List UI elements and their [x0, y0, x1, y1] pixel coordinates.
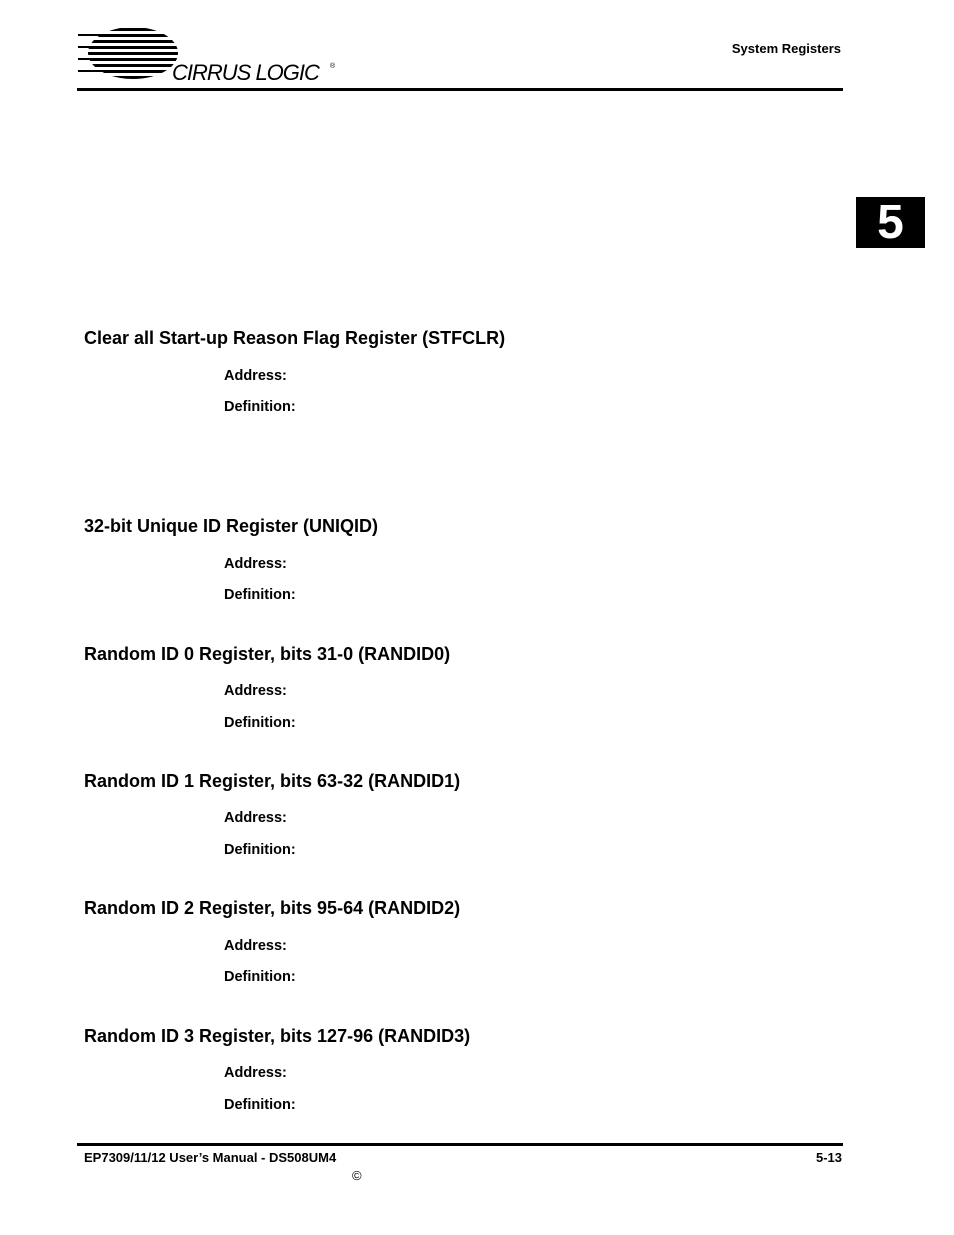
section-heading: Random ID 1 Register, bits 63-32 (RANDID1) — [84, 771, 461, 791]
footer-page-number: 5-13 — [815, 1150, 842, 1165]
section-heading: Clear all Start-up Reason Flag Register (STFCLR) — [84, 328, 506, 348]
cirrus-logic-logo — [78, 26, 348, 86]
definition-label: Definition: — [224, 969, 296, 985]
register-section-randid0 — [84, 643, 451, 731]
register-section-randid3 — [84, 1025, 471, 1113]
section-heading: 32-bit Unique ID Register (UNIQID) — [84, 516, 379, 536]
register-section-randid2 — [84, 897, 461, 985]
address-label: Address: — [224, 683, 287, 699]
header-section-title: System Registers — [731, 41, 841, 56]
section-heading: Random ID 0 Register, bits 31-0 (RANDID0) — [84, 644, 451, 664]
definition-label: Definition: — [224, 587, 296, 603]
footer-manual-title: EP7309/11/12 User’s Manual - DS508UM4 — [84, 1150, 337, 1165]
address-label: Address: — [224, 1065, 287, 1081]
definition-label: Definition: — [224, 715, 296, 731]
chapter-tab: 5 — [856, 197, 925, 248]
address-label: Address: — [224, 938, 287, 954]
register-section-uniqid — [84, 515, 379, 603]
address-label: Address: — [224, 368, 287, 384]
header-divider — [77, 88, 843, 91]
register-section-stfclr — [84, 327, 506, 415]
definition-label: Definition: — [224, 399, 296, 415]
svg-text:®: ® — [330, 63, 336, 70]
definition-label: Definition: — [224, 1097, 296, 1113]
address-label: Address: — [224, 810, 287, 826]
logo-wordmark: CIRRUS LOGIC — [172, 60, 319, 85]
section-heading: Random ID 2 Register, bits 95-64 (RANDID2) — [84, 898, 461, 918]
section-heading: Random ID 3 Register, bits 127-96 (RANDID3) — [84, 1026, 471, 1046]
register-section-randid1 — [84, 770, 461, 858]
footer-divider — [77, 1143, 843, 1146]
footer-copyright: © — [352, 1168, 362, 1183]
address-label: Address: — [224, 556, 287, 572]
definition-label: Definition: — [224, 842, 296, 858]
